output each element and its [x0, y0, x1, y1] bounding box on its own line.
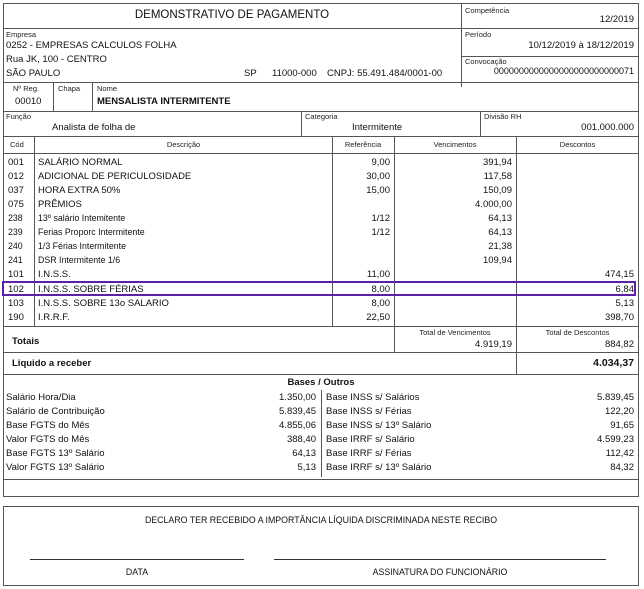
col-line-1	[34, 136, 35, 326]
row-desc: DSR Intermitente 1/6	[38, 255, 121, 265]
divisao-value: 001.000.000	[581, 122, 634, 133]
row-ref: 15,00	[366, 185, 390, 196]
base-value: 5.839,45	[279, 406, 316, 417]
row-cod: 001	[8, 157, 24, 168]
col-cod: Cód	[10, 140, 24, 149]
funcao-label: Função	[6, 112, 32, 121]
base-label: Base FGTS do Mês	[6, 420, 90, 431]
total-venc-value: 4.919,19	[475, 339, 512, 350]
col-line-3	[394, 136, 395, 326]
row-cod: 101	[8, 269, 24, 280]
categoria-value: Intermitente	[352, 122, 403, 133]
row-venc: 64,13	[488, 213, 512, 224]
row-ref: 1/12	[371, 213, 390, 224]
row-desc: I.N.S.S. SOBRE 13o SALARIO	[38, 298, 169, 309]
col-vencimentos: Vencimentos	[433, 140, 477, 149]
base-label: Base INSS s/ Férias	[326, 406, 412, 417]
base-value: 5,13	[297, 462, 316, 473]
row-desc: HORA EXTRA 50%	[38, 185, 121, 196]
base-label: Base FGTS 13º Salário	[6, 448, 105, 459]
row-venc: 64,13	[488, 227, 512, 238]
signature-line	[274, 559, 606, 560]
row-cod: 102	[8, 284, 24, 295]
row-desc: 13º salário Intemitente	[38, 213, 126, 223]
nome-label: Nome	[97, 84, 118, 93]
col-line-2	[332, 136, 333, 326]
base-label: Base INSS s/ Salários	[326, 392, 420, 403]
divisao-label: Divisão RH	[484, 112, 522, 121]
base-label: Base INSS s/ 13º Salário	[326, 420, 432, 431]
row-desc-val: 474,15	[604, 269, 634, 280]
base-value: 4.599,23	[597, 434, 634, 445]
row-cod: 241	[8, 255, 23, 265]
emp-div-1	[53, 82, 54, 111]
row-desc: 1/3 Férias Intermitente	[38, 241, 127, 251]
row-venc: 391,94	[482, 157, 512, 168]
row-cod: 190	[8, 312, 24, 323]
base-value: 91,65	[610, 420, 634, 431]
row-venc: 150,09	[482, 185, 512, 196]
chapa-label: Chapa	[58, 84, 81, 93]
row-desc-val: 6,84	[615, 284, 634, 295]
row-cod: 037	[8, 185, 24, 196]
row-venc: 109,94	[482, 255, 512, 266]
line-items-bottom	[3, 326, 639, 327]
total-venc-label: Total de Vencimentos	[419, 328, 491, 337]
periodo-label: Período	[465, 30, 492, 39]
line-table-header	[3, 153, 639, 154]
convocacao-label: Convocação	[465, 57, 507, 66]
row-desc: PRÊMIOS	[38, 199, 82, 210]
base-value: 1.350,00	[279, 392, 316, 403]
row-ref: 9,00	[371, 157, 390, 168]
bases-title: Bases / Outros	[287, 377, 355, 388]
row-venc: 117,58	[483, 171, 512, 182]
convocacao-value: 0000000000000000000000000071	[493, 66, 634, 76]
base-label: Salário Hora/Dia	[6, 392, 76, 403]
base-value: 4.855,06	[279, 420, 316, 431]
empresa-address: Rua JK, 100 - CENTRO	[6, 54, 107, 65]
row-desc: I.N.S.S.	[38, 269, 71, 280]
empresa-uf: SP	[244, 68, 257, 79]
row-cod: 238	[8, 213, 23, 223]
row-desc-val: 5,13	[615, 298, 634, 309]
line-title	[3, 28, 639, 29]
total-desc-value: 884,82	[604, 339, 634, 350]
base-value: 5.839,45	[597, 392, 634, 403]
competencia-value: 12/2019	[599, 14, 634, 25]
categoria-label: Categoria	[305, 112, 338, 121]
empresa-name: 0252 - EMPRESAS CALCULOS FOLHA	[6, 40, 177, 51]
empresa-cep: 11000-000	[272, 68, 317, 79]
total-desc-label: Total de Descontos	[545, 328, 610, 337]
date-label: DATA	[125, 567, 149, 577]
col-line-4	[516, 136, 517, 374]
base-label: Valor FGTS 13º Salário	[6, 462, 105, 473]
empresa-city: SÃO PAULO	[6, 68, 61, 79]
row-desc: SALÁRIO NORMAL	[38, 157, 123, 168]
emp-div-2	[92, 82, 93, 111]
base-value: 388,40	[286, 434, 316, 445]
row-ref: 22,50	[366, 312, 390, 323]
row-desc: I.R.R.F.	[38, 312, 70, 323]
declaration-text: DECLARO TER RECEBIDO A IMPORTÂNCIA LÍQUIDA DISCRIMINADA NESTE RECIBO	[144, 515, 498, 525]
bases-div	[321, 390, 322, 477]
func-div-1	[301, 111, 302, 136]
totals-label: Totais	[12, 336, 40, 347]
liquido-value: 4.034,37	[593, 357, 634, 369]
signature-label: ASSINATURA DO FUNCIONÁRIO	[372, 567, 508, 577]
row-cod: 239	[8, 227, 23, 237]
row-desc: Ferias Proporc Intermitente	[38, 227, 145, 237]
row-ref: 8,00	[371, 298, 390, 309]
row-cod: 075	[8, 199, 24, 210]
empresa-label: Empresa	[6, 30, 37, 39]
page-title: DEMONSTRATIVO DE PAGAMENTO	[134, 9, 330, 21]
base-label: Salário de Contribuição	[6, 406, 105, 417]
periodo-value: 10/12/2019 à 18/12/2019	[528, 40, 634, 51]
base-label: Base IRRF s/ Salário	[326, 434, 415, 445]
employee-name: MENSALISTA INTERMITENTE	[97, 96, 231, 107]
col-descontos: Descontos	[559, 140, 596, 149]
row-desc: I.N.S.S. SOBRE FÉRIAS	[38, 284, 144, 295]
base-value: 122,20	[604, 406, 634, 417]
row-highlight	[2, 281, 636, 296]
empresa-cnpj: CNPJ: 55.491.484/0001-00	[327, 68, 443, 79]
col-descricao: Descrição	[166, 140, 201, 149]
row-desc-val: 398,70	[604, 312, 634, 323]
nreg-label: Nº Reg.	[13, 84, 40, 93]
row-desc: ADICIONAL DE PERICULOSIDADE	[38, 171, 192, 182]
base-label: Valor FGTS do Mês	[6, 434, 90, 445]
base-value: 64,13	[292, 448, 316, 459]
row-venc: 21,38	[488, 241, 512, 252]
row-cod: 103	[8, 298, 24, 309]
row-cod: 240	[8, 241, 23, 251]
competencia-label: Competência	[465, 6, 510, 15]
row-ref: 30,00	[366, 171, 390, 182]
base-value: 84,32	[610, 462, 634, 473]
row-ref: 11,00	[366, 269, 390, 280]
base-label: Base IRRF s/ 13º Salário	[326, 462, 432, 473]
date-line	[30, 559, 244, 560]
nreg-value: 00010	[15, 96, 42, 107]
line-bases-bottom	[3, 479, 639, 480]
func-div-2	[480, 111, 481, 136]
col-referencia: Referência	[344, 140, 382, 149]
row-ref: 8,00	[371, 284, 390, 295]
base-value: 112,42	[605, 448, 634, 459]
line-function-bottom	[3, 136, 639, 137]
funcao-value: Analista de folha de	[52, 122, 136, 133]
liquido-label: Liquido a receber	[12, 358, 92, 369]
line-header-bottom	[3, 82, 639, 83]
row-ref: 1/12	[371, 227, 390, 238]
line-liquido-bottom	[3, 374, 639, 375]
line-totals-bottom	[3, 352, 639, 353]
base-label: Base IRRF s/ Férias	[326, 448, 412, 459]
row-venc: 4.000,00	[475, 199, 512, 210]
row-cod: 012	[8, 171, 24, 182]
